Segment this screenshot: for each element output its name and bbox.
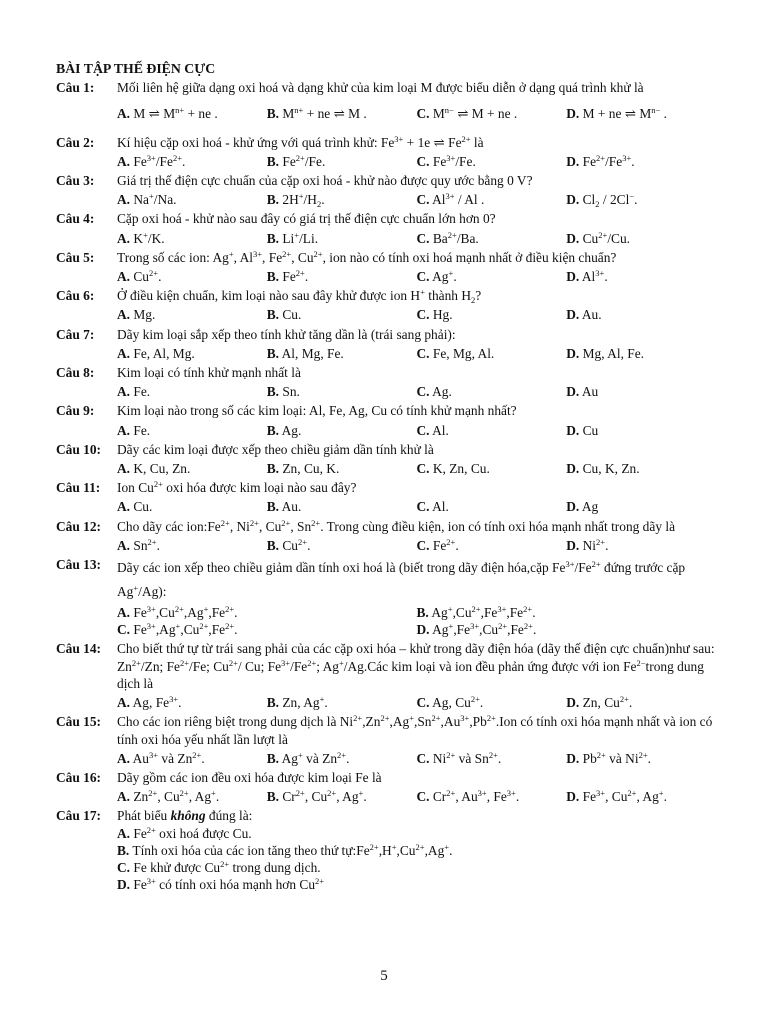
question-body [117, 556, 716, 638]
question-text: Giá trị thế điện cực chuẩn của cặp oxi hoá - khử nào được quy ước bằng 0 V? [117, 173, 533, 189]
answer-option [267, 306, 417, 323]
option-text: $Fe^{3+},Ag^+,Cu^{2+},Fe^{2+}$. [130, 621, 238, 638]
page-number: 5 [380, 968, 388, 984]
option-letter: B. [416, 605, 429, 621]
option-letter: D. [117, 877, 131, 893]
question-14 [56, 640, 716, 711]
option-text: Cu. [130, 499, 153, 515]
question-label: Câu 10: [56, 441, 102, 457]
option-letter: A. [117, 537, 131, 553]
question-body [117, 134, 716, 170]
question-body [117, 518, 716, 554]
answer-option [117, 306, 267, 323]
option-text: Mg. [130, 307, 156, 323]
answer-option [417, 604, 717, 621]
question-15 [56, 713, 716, 767]
answer-option [417, 621, 717, 638]
option-letter: A. [117, 422, 131, 438]
option-letter: A. [117, 153, 131, 169]
option-text: Ag, $Cu^{2+}$. [429, 694, 484, 711]
question-label: Câu 11: [56, 480, 101, 496]
option-text: $Fe^{3+}/Fe^{2+}$. [130, 152, 186, 169]
question-body [117, 287, 716, 323]
option-letter: D. [566, 750, 580, 766]
question-body [117, 210, 716, 246]
option-text: Sn. [279, 384, 300, 400]
answer-option [117, 345, 267, 362]
answer-option [566, 306, 716, 323]
question-11 [56, 479, 716, 515]
option-text: Zn, Ag+. [279, 694, 328, 711]
option-letter: C. [416, 750, 430, 766]
option-letter: A. [117, 307, 131, 323]
answer-options [117, 105, 716, 122]
answer-option [267, 345, 417, 362]
answer-option [267, 788, 417, 805]
option-letter: D. [416, 622, 430, 638]
answer-option [417, 498, 567, 515]
answer-option [417, 750, 567, 767]
worksheet [56, 60, 716, 893]
answer-option [566, 498, 716, 515]
option-text: Fe. [130, 384, 151, 400]
question-13 [56, 556, 716, 638]
answer-option [566, 460, 716, 477]
answer-option [117, 268, 267, 285]
question-5 [56, 249, 716, 285]
option-text: $Cr^{2+}$, $Cu^{2+}$, Ag+. [279, 788, 367, 805]
question-text: Dãy kim loại sắp xếp theo tính khử tăng dần là (trái sang phải): [117, 326, 456, 342]
question-body [117, 79, 716, 131]
option-text: $Ni^{2+}$. [579, 536, 609, 553]
answer-option [117, 604, 417, 621]
answer-option [566, 537, 716, 554]
question-body [117, 441, 716, 477]
answer-option [117, 788, 267, 805]
answer-option [417, 537, 567, 554]
question-12 [56, 518, 716, 554]
option-letter: D. [566, 695, 580, 711]
answer-option [417, 345, 567, 362]
option-letter: A. [117, 750, 131, 766]
answer-option [117, 422, 267, 439]
option-text: Cu [579, 422, 599, 438]
answer-options [117, 345, 716, 362]
option-letter: A. [117, 695, 131, 711]
answer-options [117, 268, 716, 285]
question-text: Cho biết thứ tự từ trái sang phải của các cặp oxi hóa – khử trong dãy điện hóa (dãy thế điện cực chuẩn)như sau: $Zn^{2+}/Zn$; $Fe^{2+}/Fe$; $Cu^{2+}/$ Cu; $Fe^{3+}/Fe^{2+}$; Ag+/Ag.Các kim loại và ion đều phản ứng được với ion $Fe^{2-}trong$ dung dịch là [117, 641, 715, 691]
question-label: Câu 17: [56, 808, 102, 824]
option-text: Ag, $Fe^{3+}$. [130, 694, 182, 711]
answer-options [117, 306, 716, 323]
answer-options [117, 604, 716, 638]
option-letter: D. [566, 499, 580, 515]
answer-options [117, 460, 716, 477]
option-letter: B. [266, 537, 280, 553]
question-label: Câu 4: [56, 211, 95, 227]
option-letter: B. [266, 106, 280, 122]
option-letter: B. [266, 750, 280, 766]
question-9 [56, 402, 716, 438]
answer-option [117, 842, 716, 859]
question-label: Câu 15: [56, 714, 102, 730]
answer-option [117, 105, 267, 122]
option-text: Au [579, 384, 599, 400]
answer-option [417, 422, 567, 439]
option-text: $Fe^{2+}/Fe^{3+}$. [579, 152, 635, 169]
option-text: Fe, Al, Mg. [130, 345, 195, 361]
option-letter: C. [117, 622, 131, 638]
option-letter: C. [416, 307, 430, 323]
option-letter: B. [266, 192, 280, 208]
answer-option [566, 105, 716, 122]
answer-options [117, 694, 716, 711]
option-letter: D. [566, 192, 580, 208]
option-letter: C. [416, 269, 430, 285]
option-text: M ⇌ $M^{n+}$ + ne . [130, 105, 218, 122]
option-letter: D. [566, 345, 580, 361]
question-body [117, 402, 716, 438]
option-text: Al. [429, 422, 449, 438]
question-text: Mối liên hệ giữa dạng oxi hoá và dạng khử của kim loại M được biểu diễn ở dạng quá trình khử là [117, 80, 644, 96]
option-letter: D. [566, 106, 580, 122]
option-letter: B. [266, 307, 280, 323]
answer-option [566, 383, 716, 400]
option-letter: B. [266, 230, 280, 246]
option-letter: A. [117, 384, 131, 400]
answer-option [267, 694, 417, 711]
question-text: Kim loại nào trong số các kim loại: Al, Fe, Ag, Cu có tính khử mạnh nhất? [117, 403, 517, 419]
question-17 [56, 807, 716, 893]
answer-option [117, 383, 267, 400]
question-label: Câu 6: [56, 288, 95, 304]
option-letter: D. [566, 230, 580, 246]
option-letter: B. [266, 345, 280, 361]
question-body [117, 249, 716, 285]
question-body [117, 769, 716, 805]
option-letter: C. [416, 422, 430, 438]
question-label: Câu 12: [56, 518, 102, 534]
option-text: $2H^+/H_2$. [279, 191, 325, 210]
option-text: Al. [429, 499, 449, 515]
answer-option [117, 230, 267, 247]
option-text: K, Cu, Zn. [130, 461, 191, 477]
option-text: Ag. [279, 422, 302, 438]
option-text: Li+/Li. [279, 229, 319, 246]
option-letter: B. [266, 153, 280, 169]
option-letter: D. [566, 789, 580, 805]
question-3 [56, 172, 716, 208]
question-label: Câu 8: [56, 365, 95, 381]
answer-option [117, 621, 417, 638]
option-text: $Ni^{2+}$ và $Sn^{2+}$. [429, 749, 502, 766]
answer-options [117, 191, 716, 208]
question-label: Câu 2: [56, 134, 95, 150]
option-letter: C. [416, 106, 430, 122]
answer-option [566, 788, 716, 805]
question-6 [56, 287, 716, 323]
option-letter: C. [117, 859, 131, 875]
option-letter: C. [416, 789, 430, 805]
option-text: $Al^{3+}$. [579, 268, 608, 285]
question-text: Cặp oxi hoá - khử nào sau đây có giá trị thế điện cực chuẩn lớn hơn 0? [117, 211, 496, 227]
option-letter: A. [117, 461, 131, 477]
question-text: Cho dãy các $ion:Fe^{2+}$, $Ni^{2+}$, $Cu^{2+}$, $Sn^{2+}$. Trong cùng điều kiện, ion có tính oxi hóa mạnh nhất trong dãy là [117, 517, 676, 534]
answer-options [117, 422, 716, 439]
answer-option [566, 268, 716, 285]
answer-option [117, 498, 267, 515]
option-letter: A. [117, 499, 131, 515]
option-text: Na+/Na. [130, 191, 177, 208]
option-text: $M^{n+}$ + ne ⇌ M . [279, 105, 367, 122]
option-letter: B. [266, 695, 280, 711]
question-1 [56, 79, 716, 131]
answer-option [267, 498, 417, 515]
answer-option [117, 460, 267, 477]
question-2 [56, 134, 716, 170]
option-text: $Pb^{2+}$ và $Ni^{2+}$. [579, 749, 651, 766]
option-text: Au. [279, 499, 302, 515]
option-letter: C. [416, 192, 430, 208]
question-body [117, 326, 716, 362]
answer-option [566, 191, 716, 208]
option-letter: D. [566, 269, 580, 285]
question-body [117, 479, 716, 515]
option-text: $Ag^+,Cu^{2+},Fe^{3+},Fe^{2+}$. [428, 604, 536, 621]
option-letter: C. [416, 499, 430, 515]
option-text: Fe khử được $Cu^{2+}$ trong dung dịch. [130, 858, 321, 875]
answer-option [417, 306, 567, 323]
option-letter: D. [566, 307, 580, 323]
answer-option [267, 422, 417, 439]
question-text: Kim loại có tính khử mạnh nhất là [117, 365, 301, 381]
option-text: $Ba^{2+}/Ba$. [429, 229, 479, 246]
option-text: $Fe^{2+}/Fe$. [279, 152, 326, 169]
option-letter: C. [416, 230, 430, 246]
answer-option [267, 268, 417, 285]
option-text: $Cu^{2+}/Cu$. [579, 229, 631, 246]
option-text: Fe. [130, 422, 151, 438]
answer-option [566, 750, 716, 767]
question-body [117, 640, 716, 711]
option-letter: C. [416, 695, 430, 711]
answer-option [267, 460, 417, 477]
answer-option [117, 750, 267, 767]
option-letter: D. [566, 384, 580, 400]
question-text: Ion $Cu^{2+}$ oxi hóa được kim loại nào sau đây? [117, 479, 357, 496]
option-letter: B. [266, 269, 280, 285]
question-body [117, 713, 716, 767]
question-body [117, 172, 716, 208]
option-letter: C. [416, 537, 430, 553]
question-4 [56, 210, 716, 246]
option-letter: B. [266, 461, 280, 477]
option-text: $Ag^+,Fe^{3+},Cu^{2+},Fe^{2+}$. [429, 621, 537, 638]
answer-option [117, 153, 267, 170]
answer-option [117, 191, 267, 208]
option-text: $Fe^{2+}$ oxi hoá được Cu. [130, 824, 252, 841]
answer-options [117, 825, 716, 894]
option-letter: A. [117, 605, 131, 621]
question-text: Trong số các ion: Ag+, $Al^{3+}$, $Fe^{2+}$, $Cu^{2+}$, ion nào có tính oxi hoá mạnh nhất ở điều kiện chuẩn? [117, 248, 617, 265]
question-label: Câu 5: [56, 249, 95, 265]
question-text: Dãy gồm các ion đều oxi hóa được kim loại Fe là [117, 769, 382, 785]
question-label: Câu 13: [56, 557, 102, 573]
option-text: M + ne ⇌ $M^{n-}$ . [579, 105, 667, 122]
option-letter: C. [416, 153, 430, 169]
question-16 [56, 769, 716, 805]
answer-option [417, 694, 567, 711]
question-label: Câu 16: [56, 769, 102, 785]
answer-options [117, 230, 716, 247]
answer-option [267, 383, 417, 400]
option-letter: A. [117, 106, 131, 122]
option-letter: B. [266, 422, 280, 438]
option-letter: D. [566, 153, 580, 169]
option-letter: A. [117, 192, 131, 208]
option-text: K+/K. [130, 229, 165, 246]
option-letter: C. [416, 461, 430, 477]
option-text: $Fe^{3+}$ có tính oxi hóa mạnh hơn $Cu^{2+}$ [130, 876, 325, 893]
answer-option [417, 230, 567, 247]
worksheet-title: BÀI TẬP THẾ ĐIỆN CỰC [56, 61, 216, 76]
question-label: Câu 7: [56, 326, 95, 342]
answer-options [117, 153, 716, 170]
answer-option [117, 825, 716, 842]
question-body [117, 807, 716, 893]
question-8 [56, 364, 716, 400]
option-text: Al, Mg, Fe. [279, 345, 344, 361]
answer-option [417, 153, 567, 170]
option-text: Ag+ và $Zn^{2+}$. [279, 749, 350, 766]
answer-option [417, 383, 567, 400]
answer-options [117, 537, 716, 554]
option-letter: A. [117, 789, 131, 805]
option-text: Ag+. [429, 268, 457, 285]
option-text: Cu, K, Zn. [579, 461, 640, 477]
option-letter: B. [117, 842, 130, 858]
answer-option [267, 750, 417, 767]
option-text: $Al^{3+}$ / Al . [429, 191, 485, 208]
question-list [56, 79, 716, 893]
option-text: $Fe^{3+}$, $Cu^{2+}$, Ag+. [579, 788, 667, 805]
option-text: K, Zn, Cu. [429, 461, 490, 477]
option-text: $Cu^{2+}$. [279, 536, 311, 553]
answer-options [117, 498, 716, 515]
option-text: Au. [579, 307, 602, 323]
question-label: Câu 9: [56, 403, 95, 419]
option-letter: C. [416, 384, 430, 400]
question-text: Cho các ion riêng biệt trong dung dịch là $Ni^{2+},Zn^{2+},Ag^+,Sn^{2+},Au^{3+},Pb^{2+}.Ion$ có tính oxi hóa mạnh nhất và ion có tính oxi hóa yếu nhất lần lượt là [117, 713, 713, 747]
option-letter: D. [566, 422, 580, 438]
option-letter: A. [117, 269, 131, 285]
option-text: $Zn^{2+}$, $Cu^{2+}$, Ag+. [130, 788, 220, 805]
question-label: Câu 14: [56, 641, 102, 657]
option-letter: D. [566, 537, 580, 553]
answer-option [566, 153, 716, 170]
answer-option [267, 191, 417, 208]
option-text: Fe, Mg, Al. [429, 345, 495, 361]
answer-option [267, 105, 417, 122]
answer-option [417, 460, 567, 477]
option-text: $M^{n-}$ ⇌ M + ne . [429, 105, 518, 122]
answer-option [566, 230, 716, 247]
option-text: Tính oxi hóa của các ion tăng theo thứ $tự:Fe^{2+},H^+,Cu^{2+},Ag^+$. [129, 841, 453, 858]
option-text: $Cu^{2+}$. [130, 268, 162, 285]
question-text: Dãy các ion xếp theo chiều giảm dần tính oxi hoá là (biết trong dãy điện hóa,cặp $Fe^{3+}/Fe^{2+}$ đứng trước cặp Ag+/Ag): [117, 559, 686, 600]
answer-option [267, 537, 417, 554]
option-text: Ag. [429, 384, 452, 400]
option-text: $Au^{3+}$ và $Zn^{2+}$. [130, 749, 205, 766]
option-text: $Fe^{3+}/Fe$. [429, 152, 476, 169]
option-text: Mg, Al, Fe. [579, 345, 645, 361]
question-10 [56, 441, 716, 477]
option-letter: B. [266, 789, 280, 805]
answer-option [267, 153, 417, 170]
option-text: $Cr^{2+}$, $Au^{3+}$, $Fe^{3+}$. [429, 788, 520, 805]
option-text: Zn, Cu, K. [279, 461, 340, 477]
answer-option [117, 876, 716, 893]
answer-option [566, 345, 716, 362]
question-text: Kí hiệu cặp oxi hoá - khử ứng với quá trình khử: $Fe^{3+} + 1e$ ⇌ $Fe^{2+}$ là [117, 133, 484, 150]
answer-option [117, 537, 267, 554]
answer-options [117, 383, 716, 400]
option-letter: B. [266, 384, 280, 400]
answer-option [417, 268, 567, 285]
option-text: $Fe^{3+},Cu^{2+},Ag^+,Fe^{2+}$. [130, 604, 238, 621]
answer-option [417, 191, 567, 208]
answer-option [117, 694, 267, 711]
option-letter: A. [117, 825, 131, 841]
option-letter: A. [117, 230, 131, 246]
answer-options [117, 788, 716, 805]
option-text: $Fe^{2+}$. [429, 536, 459, 553]
answer-option [417, 105, 567, 122]
option-letter: C. [416, 345, 430, 361]
answer-option [417, 788, 567, 805]
answer-option [566, 422, 716, 439]
question-7 [56, 326, 716, 362]
question-text: Phát biểu không đúng là: [117, 808, 253, 824]
option-text: $Fe^{2+}$. [279, 268, 309, 285]
question-label: Câu 1: [56, 80, 95, 96]
option-text: Hg. [429, 307, 453, 323]
answer-option [267, 230, 417, 247]
question-text: Dãy các kim loại được xếp theo chiều giảm dần tính khử là [117, 441, 434, 457]
question-text: Ở điều kiện chuẩn, kim loại nào sau đây khử được ion H+ thành $H_2$? [117, 287, 482, 306]
answer-option [117, 859, 716, 876]
question-label: Câu 3: [56, 173, 95, 189]
option-text: $Cl_2 / 2Cl^-$. [579, 191, 638, 210]
question-body [117, 364, 716, 400]
option-letter: B. [266, 499, 280, 515]
option-letter: D. [566, 461, 580, 477]
option-text: Zn, $Cu^{2+}$. [579, 694, 633, 711]
answer-options [117, 750, 716, 767]
option-text: Ag [579, 499, 599, 515]
option-text: Cu. [279, 307, 302, 323]
answer-option [566, 694, 716, 711]
option-text: $Sn^{2+}$. [130, 536, 160, 553]
option-letter: A. [117, 345, 131, 361]
